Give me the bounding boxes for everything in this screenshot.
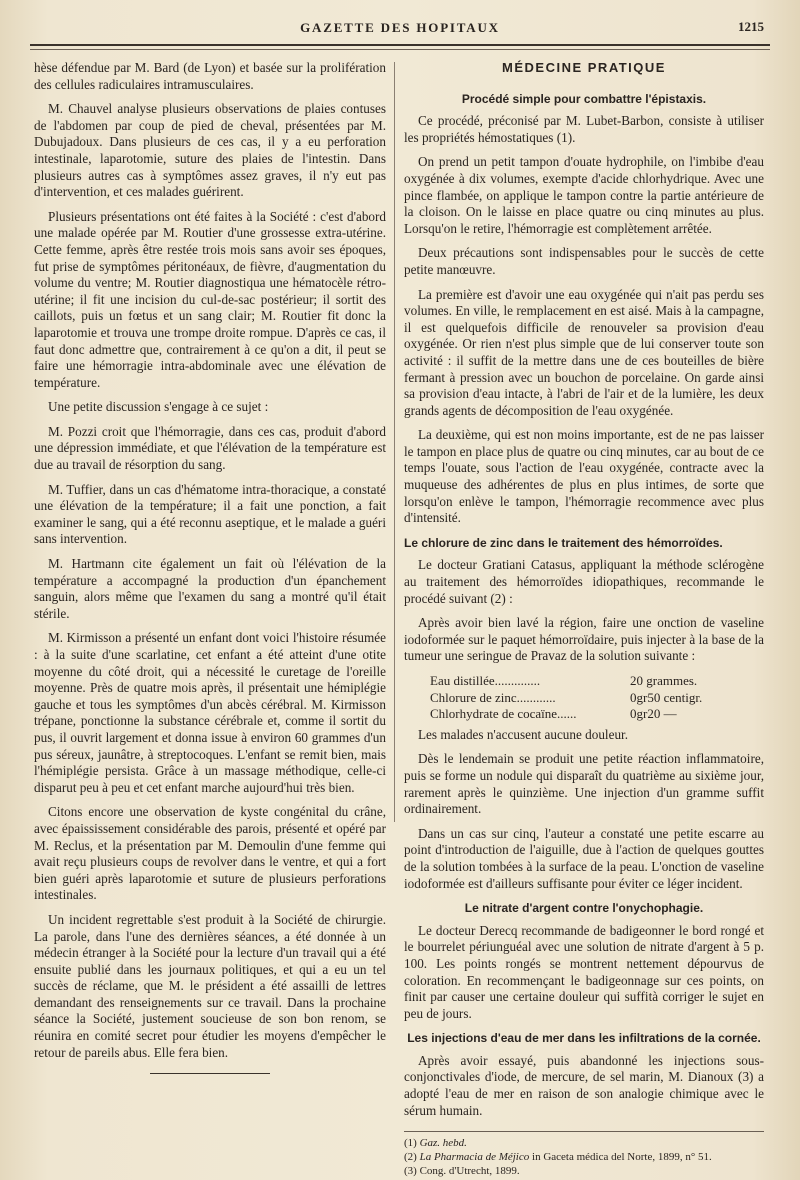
footnote-source: La Pharmacia de Méjico [419,1151,530,1164]
paragraph: On prend un petit tampon d'ouate hydrophile, on l'imbibe d'eau oxygénée à dix volumes, exempte d'acide chlorhydrique. Avec une pince flambée, on applique le tampon contre la partie antérieure de la cloison. On le laisse en place quatre ou cinq minutes au plus. Lorsqu'on le retire, l'hémorragie est complètement arrêtée. [404,154,764,236]
paragraph: Le docteur Derecq recommande de badigeonner le bord rongé et le bourrelet périunguéal avec une solution de nitrate d'argent à 5 p. 100. Les points rongés se montrent nettement dépourvus de coloration. En recommençant le badigeonnage sur ces points, on finit par causer une certaine douleur qui suffità corriger le sujet en peu de jours. [404,922,764,1021]
running-head: GAZETTE DES HOPITAUX [300,20,500,35]
formula-row [430,706,764,723]
footnote-number: (1) [404,1137,417,1150]
formula-row [430,673,764,690]
paragraph: La deuxième, qui est non moins importante, est de ne pas laisser le tampon en place plus de quatre ou cinq minutes, car au bout de ce temps l'ouate, sous l'action de l'eau oxygénée, contracte avec la muqueuse des adhérentes de plus en plus intimes, de sorte que lorsqu'on enlève le tampon, l'hémorragie recommence avec plus d'intensité. [404,427,764,526]
paragraph: M. Tuffier, dans un cas d'hématome intra-thoracique, a constaté une élévation de la température; il a fait une ponction, a fait examiner le sang, qui a été reconnu aseptique, et le malade a guéri sans intervention. [34,481,386,547]
ingredient-quantity: 0gr20 — [630,706,677,722]
footnote-text: Cong. d'Utrecht, 1899. [419,1165,520,1178]
footnote-text: in Gaceta médica del Norte, 1899, n° 51. [529,1151,712,1164]
footnote [404,1150,764,1164]
paragraph: Citons encore une observation de kyste congénital du crâne, avec épaississement considérable des parois, présenté et opéré par M. Reclus, et la présentation par M. Demoulin d'une femme qui avait reçu plusieurs coups de revolver dans le ventre, et qui a fort bien guéri après laparotomie et suture de plusieurs perforations intestinales. [34,804,386,903]
article-title: Le chlorure de zinc dans le traitement des hémorroïdes. [404,535,723,550]
paragraph: Dans un cas sur cinq, l'auteur a constaté une petite escarre au point d'introduction de l'aiguille, due à l'action de quelques gouttes de la solution tombées à la surface de la peau. L'onction de vaseline iodoformée est d'ailleurs suffisante pour éviter ce léger incident. [404,825,764,891]
paragraph: M. Chauvel analyse plusieurs observations de plaies contuses de l'abdomen par coup de pied de cheval, présentées par M. Dubujadoux. Dans plusieurs de ces cas, il y a eu perforation intestinale, laparotomie, suture des plaies de l'intestin. Dans plusieurs autres cas à symptômes assez graves, il n'y eut pas d'intervention, et ces malades guérirent. [34,101,386,200]
paragraph: Dès le lendemain se produit une petite réaction inflammatoire, puis se forme un nodule qui disparaît du quatrième au sixième jour, rarement après le quinzième. Une injection d'un gramme suffit ordinairement. [404,751,764,817]
ingredient-name: Eau distillée.............. [430,673,541,688]
left-column [34,60,386,1074]
article-title: Procédé simple pour combattre l'épistaxis. [461,91,707,106]
page-number: 1215 [738,19,764,34]
paragraph: M. Kirmisson a présenté un enfant dont voici l'histoire résumée : à la suite d'une scarlatine, cet enfant a été atteint d'une otite moyenne du côté droit, qui a nécessité le curetage de l'oreille moyenne. Près de quatre mois après, il présentait une hémiplégie gauche et tous les symptômes d'un abcès cérébral. M. Kirmisson trépane, ponctionne la substance cérébrale et, comme il sortit du pus, il ouvrit largement et donna issue à environ 60 grammes d'un pus séreux, jaunâtre, à streptocoques. L'enfant se remit bien, mais l'hémiplégie persista. Grâce à un massage méthodique, celle-ci disparut peu à peu et cet enfant marche aujourd'hui très bien. [34,630,386,795]
column-divider [394,62,395,822]
footnotes [404,1131,764,1178]
footnote [404,1136,764,1150]
header-rule [30,44,770,46]
paragraph: hèse défendue par M. Bard (de Lyon) et basée sur la prolifération des cellules radiculaires intramusculaires. [34,60,386,92]
paragraph: M. Hartmann cite également un fait où l'élévation de la température a accompagné la production d'un épanchement sanguin, alors même que l'examen du sang a montré qu'il était stérile. [34,556,386,621]
paragraph: Ce procédé, préconisé par M. Lubet-Barbon, consiste à utiliser les propriétés hémostatiques (1). [404,113,764,145]
ingredient-quantity: 20 grammes. [630,673,698,688]
footnote [404,1164,764,1178]
right-column [404,60,764,1178]
paragraph: Un incident regrettable s'est produit à la Société de chirurgie. La parole, dans l'une des dernières séances, a été donnée à un médecin étranger à la Société pour la lecture d'un travail qui a été ensuite publié dans les journaux politiques, et qui a eu un tel succès de réclame, que M. le président a été assailli de lettres demandant des renseignements sur ce travail. Dans la prochaine séance la Société, justement soucieuse de son bon renom, se réunira en comité secret pour étudier les moyens d'empêcher le retour de pareils abus. Elle fera bien. [34,911,386,1060]
footnote-number: (2) [404,1151,417,1164]
paragraph: Deux précautions sont indispensables pour le succès de cette petite manœuvre. [404,245,764,277]
header-rule-thin [30,49,770,50]
article-title: Les injections d'eau de mer dans les infiltrations de la cornée. [407,1031,761,1046]
end-rule [150,1073,270,1074]
paragraph: Une petite discussion s'engage à ce sujet : [48,399,269,415]
paragraph: La première est d'avoir une eau oxygénée qui n'ait pas perdu ses volumes. En ville, le remplacement en est aisé. Mais à la campagne, il est quelquefois difficile de renouveler sa provision d'eau oxygénée. Or rien n'est plus simple que de lui conserver toute son activité : il suffit de la mettre dans une de ces bouteilles de bière fermant à pression avec un bouchon de porcelaine. On garde ainsi sa provision d'eau intacte, à l'abri de l'air et de la lumière, les deux grands agents de décomposition de l'eau oxygénée. [404,286,764,418]
ingredient-name: Chlorure de zinc............ [430,689,556,705]
paragraph: Les malades n'accusent aucune douleur. [418,726,628,742]
paragraph: Après avoir essayé, puis abandonné les injections sous-conjonctivales d'iode, de mercure, de sel marin, M. Dianoux (3) a adopté l'eau de mer en raison de son analogie chimique avec le sérum humain. [404,1052,764,1118]
paragraph: Après avoir bien lavé la région, faire une onction de vaseline iodoformée sur le paquet hémorroïdaire, puis injecter à la base de la tumeur une seringue de Pravaz de la solution suivante : [404,615,764,664]
formula-row [430,690,764,707]
paragraph: Plusieurs présentations ont été faites à la Société : c'est d'abord une malade opérée par M. Routier d'une grossesse extra-utérine. Cette femme, après être restée trois mois sans avoir ses époques, fut prise de symptômes péritonéaux, de fièvre, d'augmentation du volume du ventre; M. Routier diagnostiqua une hématocèle rétro-utérine; il fit une incision du cul-de-sac postérieur; il sortit des caillots, puis un fœtus et un sang clair; M. Routier fit donc la laparotomie et trouva une trompe droite rompue. D'après ce cas, il faut donc admettre que, contrairement à ce qu'on a dit, il peut se faire une hémorragie intra-abdominale avec une élévation de température. [34,208,386,390]
section-title: MÉDECINE PRATIQUE [502,60,666,75]
ingredient-name: Chlorhydrate de cocaïne...... [430,706,577,722]
formula-table [430,673,764,723]
paragraph: M. Pozzi croit que l'hémorragie, dans ces cas, produit d'abord une dépression immédiate, et que l'élévation de la température est due au travail de résorption du sang. [34,423,386,473]
footnote-number: (3) [404,1165,417,1178]
article-title: Le nitrate d'argent contre l'onychophagie. [464,901,704,916]
paragraph: Le docteur Gratiani Catasus, appliquant la méthode sclérogène au traitement des hémorroïdes idiopathiques, recommande le procédé suivant (2) : [404,557,764,606]
ingredient-quantity: 0gr50 centigr. [630,689,703,705]
footnote-source: Gaz. hebd. [419,1137,467,1150]
